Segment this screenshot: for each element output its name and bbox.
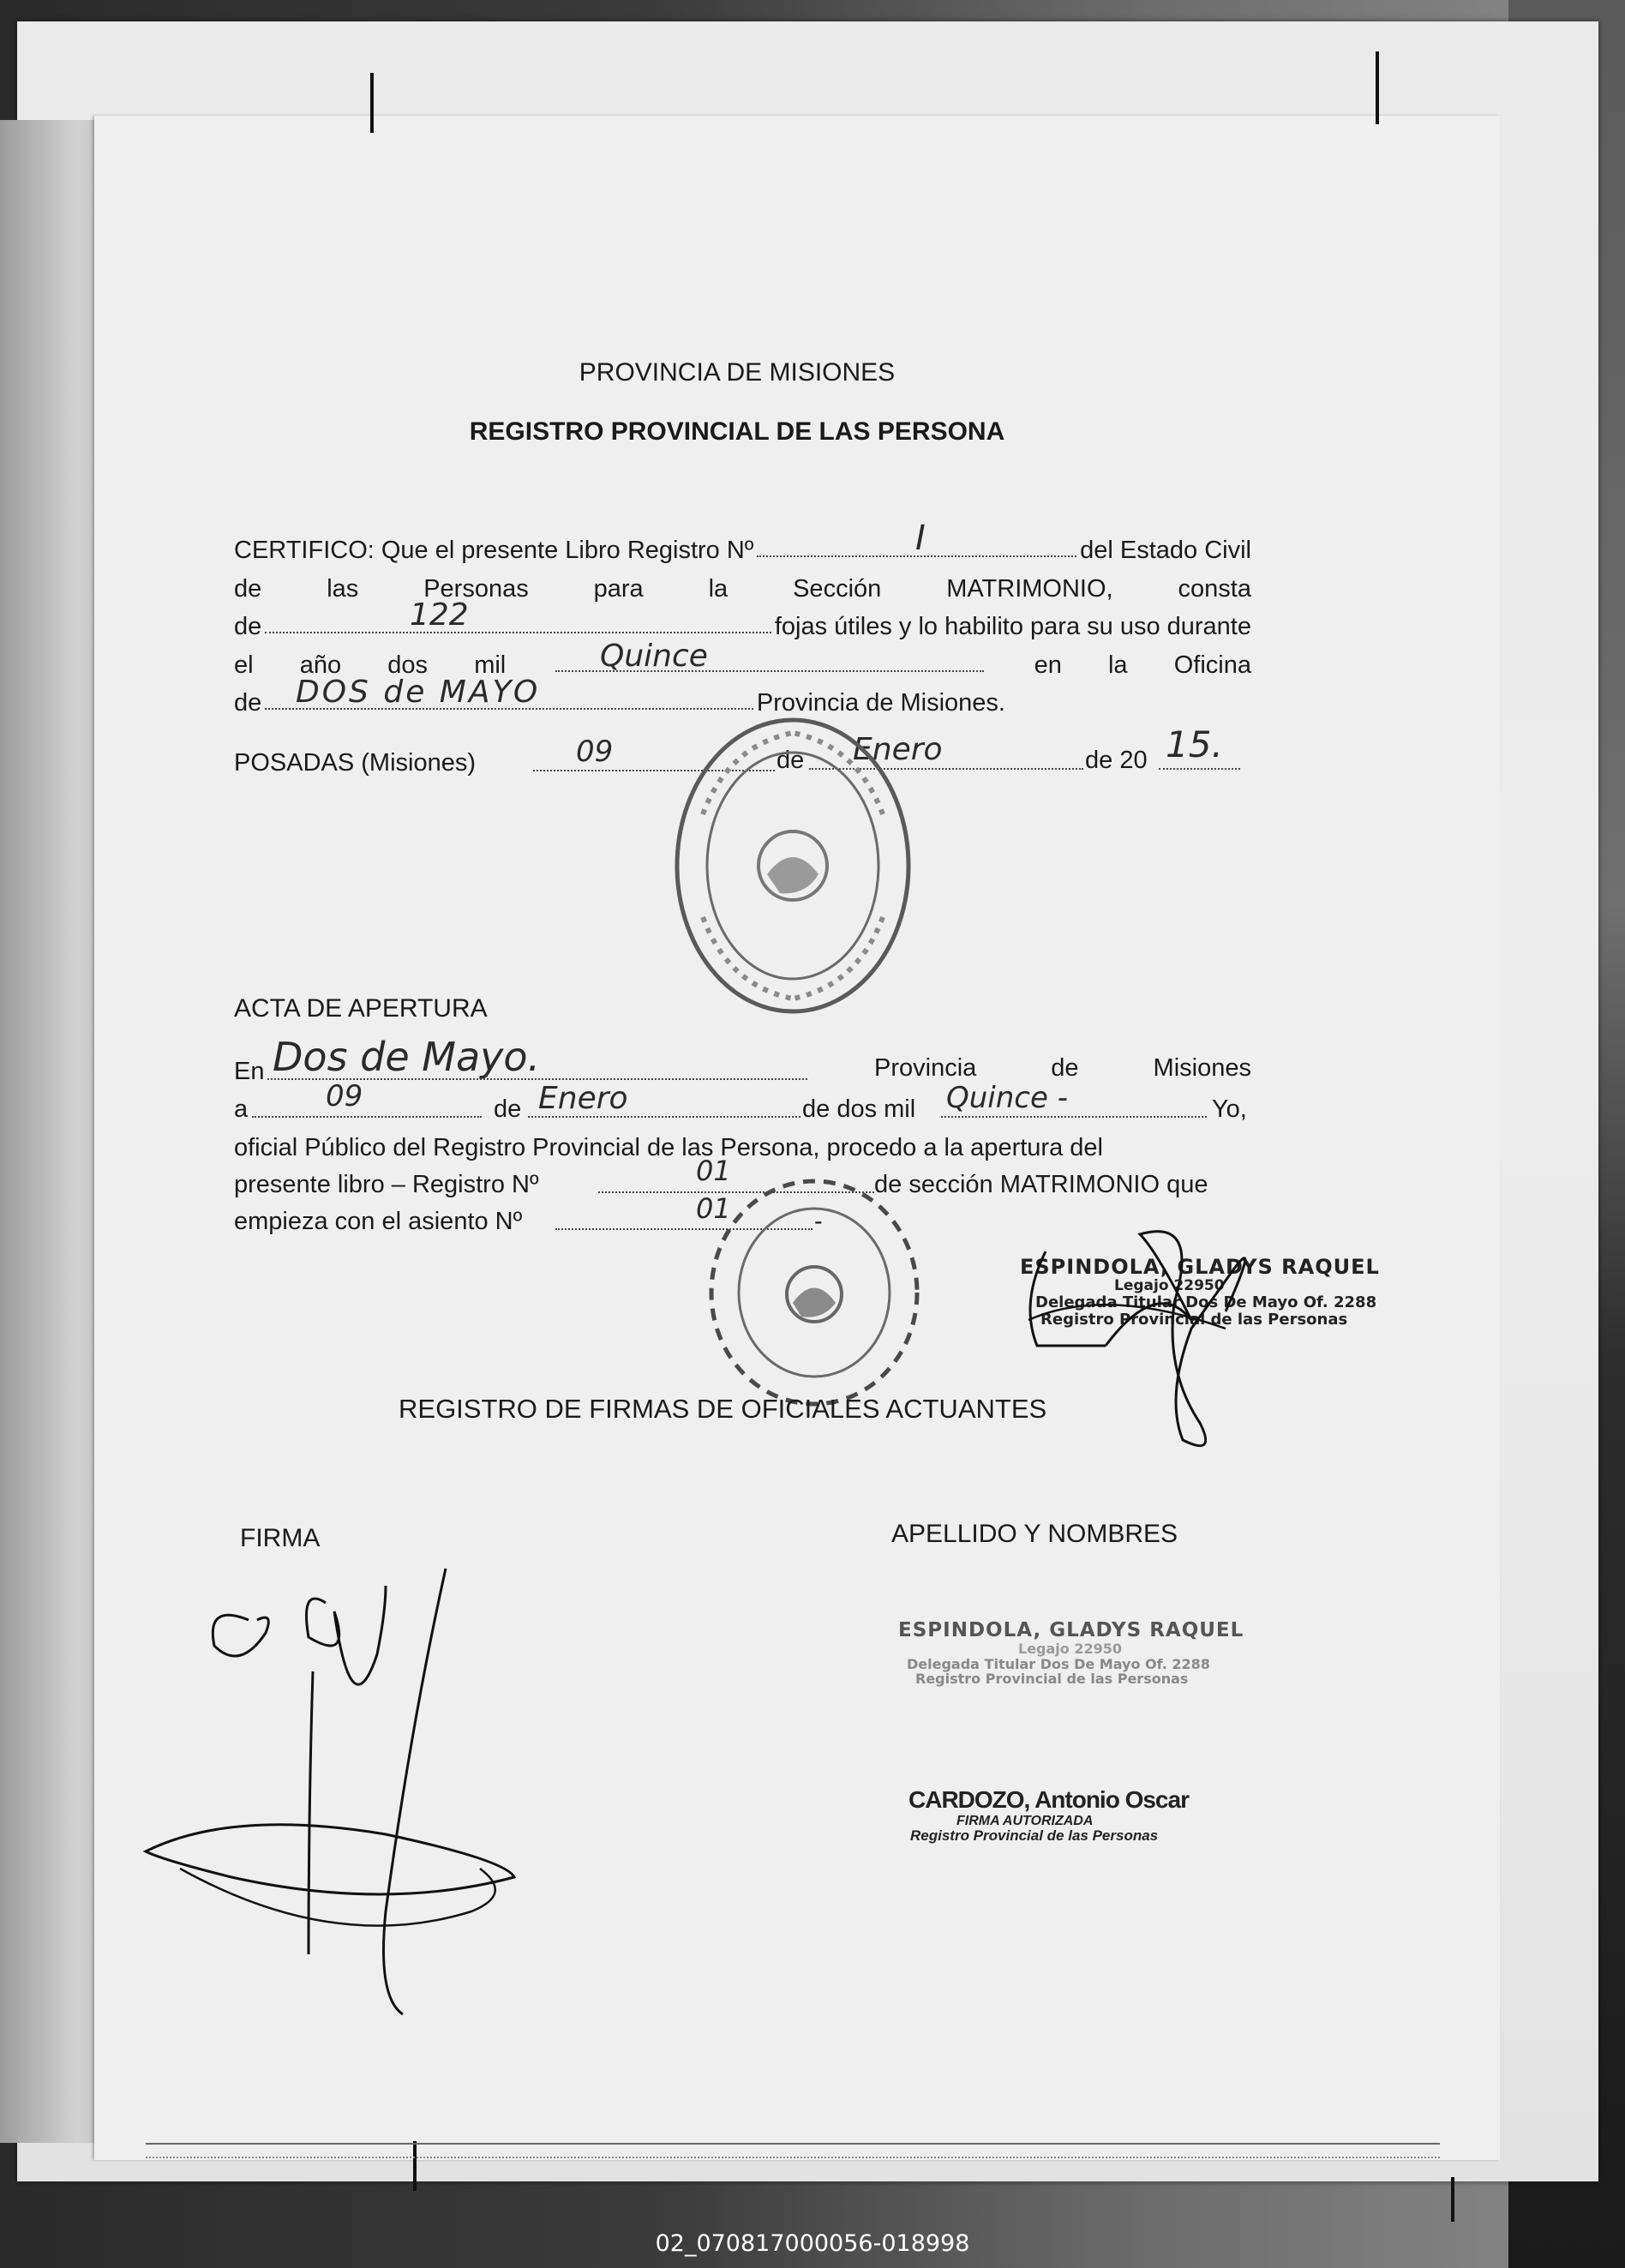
- signature: [129, 1551, 660, 2023]
- handwritten-month: Enero: [853, 732, 943, 767]
- acta-title: ACTA DE APERTURA: [234, 994, 488, 1023]
- acta-de: de: [494, 1095, 522, 1123]
- stamp-role: Delegada Titular Dos De Mayo Of. 2288: [1035, 1293, 1377, 1312]
- handwritten-fojas: 122: [410, 597, 469, 633]
- certificate-text: del Estado Civil: [1080, 537, 1251, 564]
- fill-line: [252, 1116, 482, 1118]
- handwritten-year: Quince -: [946, 1081, 1068, 1115]
- stamp-office: Registro Provincial de las Personas: [915, 1671, 1189, 1688]
- handwritten-asiento: 01: [696, 1192, 731, 1225]
- bottom-rule: [146, 2157, 1440, 2158]
- fill-line: [528, 1116, 801, 1118]
- column-firma: FIRMA: [240, 1524, 321, 1552]
- acta-yo: Yo,: [1212, 1095, 1247, 1123]
- handwritten-book-number: I: [915, 519, 926, 558]
- certificate-text: Provincia de Misiones.: [756, 689, 1005, 717]
- acta-line-1-right: [874, 1056, 1251, 1081]
- fill-line: [941, 1116, 1207, 1118]
- word: dos: [387, 651, 429, 679]
- handwritten-day: 09: [326, 1079, 363, 1113]
- word: MATRIMONIO,: [946, 575, 1113, 603]
- handwritten-day: 09: [576, 735, 614, 769]
- certificate-line-2: [234, 577, 1251, 602]
- acta-en: En: [234, 1058, 265, 1085]
- word: Provincia: [874, 1054, 977, 1082]
- word: de: [234, 575, 262, 603]
- certificate-line-3: [234, 615, 1251, 639]
- margin-tick: [370, 73, 374, 133]
- stamp-role: Delegada Titular Dos De Mayo Of. 2288: [907, 1655, 1210, 1672]
- margin-tick: [1376, 51, 1379, 124]
- word: el: [234, 651, 254, 679]
- word: las: [327, 575, 359, 603]
- stamp-name: CARDOZO, Antonio Oscar: [908, 1786, 1189, 1813]
- certificate-text: de: [234, 689, 262, 717]
- word: año: [299, 651, 342, 679]
- column-apellido-nombres: APELLIDO Y NOMBRES: [891, 1520, 1178, 1548]
- handwritten-year-digits: 15.: [1166, 723, 1223, 765]
- certificate-text: de: [234, 613, 262, 640]
- place-label: POSADAS (Misiones): [234, 749, 477, 777]
- certificate-text: CERTIFICO: Que el presente Libro Registro Nº: [234, 537, 754, 564]
- acta-a: a: [234, 1095, 249, 1123]
- word: para: [593, 575, 644, 603]
- handwritten-place: Dos de Mayo.: [273, 1034, 541, 1080]
- handwritten-month: Enero: [538, 1081, 628, 1116]
- handwritten-registro: 01: [696, 1155, 731, 1187]
- word: de: [1051, 1054, 1079, 1082]
- official-seal: [669, 711, 917, 1020]
- margin-tick: [413, 2141, 417, 2191]
- fill-line: [265, 615, 771, 633]
- registry-title: REGISTRO PROVINCIAL DE LAS PERSONA: [469, 417, 1005, 446]
- acta-line-4b: de sección MATRIMONIO que: [874, 1171, 1208, 1198]
- certificate-text: fojas útiles y lo habilito para su uso durante: [774, 613, 1251, 640]
- word: consta: [1178, 575, 1251, 603]
- word: la: [708, 575, 729, 603]
- image-caption: 02_070817000056-018998: [655, 2230, 970, 2257]
- word: en: [1034, 651, 1062, 679]
- word: Personas: [423, 575, 529, 603]
- stamp-legajo: Legajo 22950: [1018, 1641, 1123, 1658]
- word: Misiones: [1153, 1054, 1251, 1082]
- fill-line: [1159, 768, 1240, 770]
- word: Oficina: [1173, 651, 1251, 679]
- word: Sección: [793, 575, 882, 603]
- handwritten-year: Quince: [600, 639, 708, 674]
- official-seal: [686, 1166, 943, 1414]
- province-title: PROVINCIA DE MISIONES: [579, 358, 896, 387]
- stamp-role: FIRMA AUTORIZADA: [956, 1813, 1094, 1828]
- stamp-name: ESPINDOLA, GLADYS RAQUEL: [1020, 1255, 1380, 1279]
- certificate-line-1: [234, 538, 1251, 563]
- officer-stamp: [898, 1620, 1244, 1687]
- word: la: [1107, 651, 1128, 679]
- date-de: de: [777, 747, 805, 774]
- officer-stamp: [908, 1787, 1189, 1845]
- stamp-legajo: Legajo 22950: [1114, 1277, 1225, 1295]
- word: mil: [474, 651, 507, 679]
- acta-line-5a: empieza con el asiento Nº: [234, 1208, 523, 1235]
- acta-de-dos-mil: de dos mil: [802, 1095, 916, 1123]
- stamp-office: Registro Provincial de las Personas: [1040, 1310, 1348, 1329]
- stamp-name: ESPINDOLA, GLADYS RAQUEL: [898, 1619, 1244, 1641]
- signatures-title: REGISTRO DE FIRMAS DE OFICIALES ACTUANTES: [399, 1394, 1047, 1424]
- acta-line-4a: presente libro – Registro Nº: [234, 1171, 539, 1198]
- acta-line-5b: -: [814, 1208, 823, 1235]
- stamp-office: Registro Provincial de las Personas: [910, 1827, 1159, 1845]
- margin-tick: [1451, 2177, 1454, 2222]
- bottom-rule: [146, 2143, 1440, 2145]
- acta-line-3: oficial Público del Registro Provincial de las Persona, procedo a la apertura del: [234, 1134, 1103, 1161]
- date-de-20: de 20: [1085, 747, 1148, 774]
- handwritten-office: DOS de MAYO: [296, 675, 541, 710]
